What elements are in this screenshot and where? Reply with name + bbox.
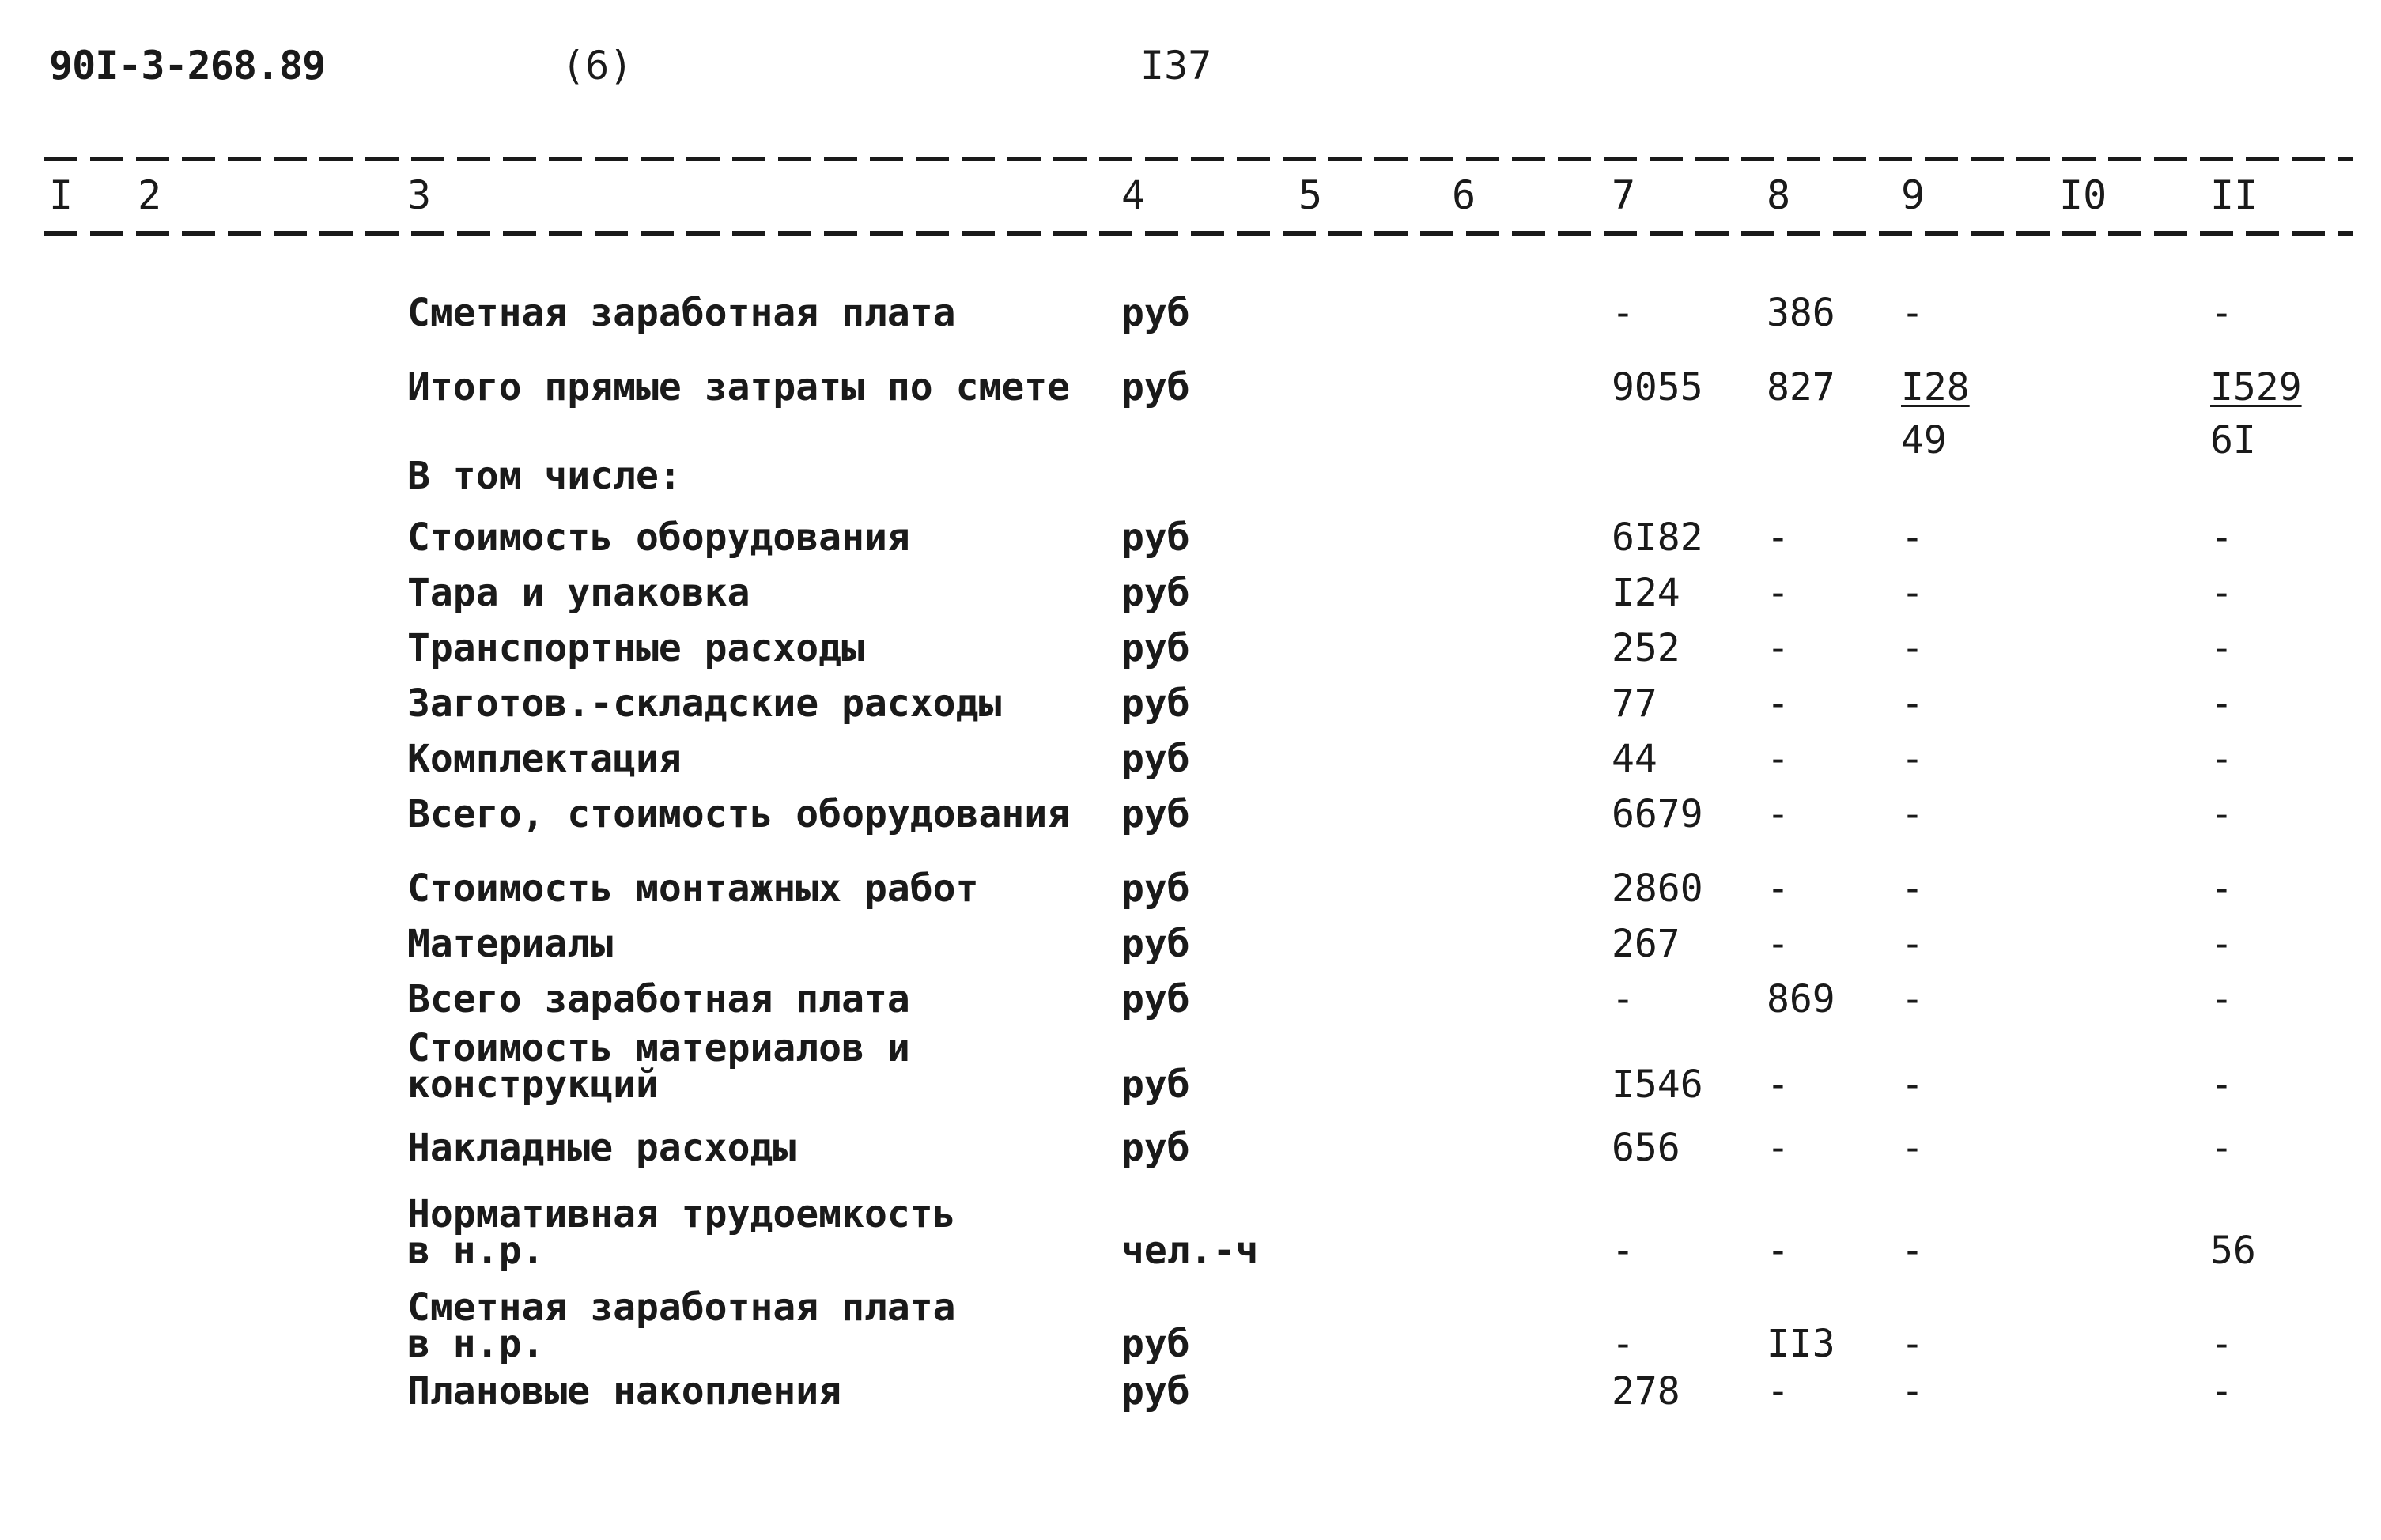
row-unit: руб — [1121, 977, 1190, 1021]
table-row — [0, 278, 2381, 342]
row-col8: - — [1767, 1229, 1790, 1273]
row-unit: чел.-ч — [1121, 1229, 1259, 1273]
table-row — [0, 1285, 2381, 1366]
row-col9: - — [1901, 626, 1924, 670]
column-number: 8 — [1767, 172, 1791, 218]
row-name: Итого прямые затраты по смете — [407, 365, 1071, 410]
row-col9: - — [1901, 515, 1924, 560]
column-number: 2 — [138, 172, 162, 218]
row-col11-denominator: 6I — [2210, 418, 2256, 462]
row-col9: - — [1901, 922, 1924, 966]
row-unit: руб — [1121, 291, 1190, 335]
row-col9: - — [1901, 1369, 1924, 1414]
row-name: Комплектация — [407, 737, 682, 781]
row-col9: - — [1901, 571, 1924, 615]
row-col8: 869 — [1767, 977, 1835, 1021]
row-col9: - — [1901, 291, 1924, 335]
row-col8: - — [1767, 792, 1790, 836]
row-col11: - — [2210, 922, 2233, 966]
row-name: Всего, стоимость оборудования — [407, 792, 1071, 836]
row-col11-numerator: I529 — [2210, 365, 2302, 410]
table-row — [0, 1357, 2381, 1420]
row-unit: руб — [1121, 792, 1190, 836]
row-name-line2: конструкций — [407, 1063, 659, 1107]
row-col9: - — [1901, 1126, 1924, 1170]
table-row — [0, 724, 2381, 787]
row-name: Стоимость оборудования — [407, 515, 910, 560]
table-row — [0, 964, 2381, 1028]
table-row — [0, 558, 2381, 621]
row-unit: руб — [1121, 1369, 1190, 1414]
row-col7: - — [1612, 1229, 1635, 1273]
row-col7: - — [1612, 1322, 1635, 1366]
row-col11: - — [2210, 792, 2233, 836]
row-name: Транспортные расходы — [407, 626, 864, 670]
column-number: 3 — [407, 172, 432, 218]
row-col7: 44 — [1612, 737, 1657, 781]
row-col8: 386 — [1767, 291, 1835, 335]
row-col11: - — [2210, 571, 2233, 615]
row-col8: - — [1767, 626, 1790, 670]
row-col11: - — [2210, 1126, 2233, 1170]
row-name: Материалы — [407, 922, 614, 966]
row-col11: - — [2210, 977, 2233, 1021]
row-col8: - — [1767, 1063, 1790, 1107]
row-name-line1: Сметная заработная плата — [407, 1285, 956, 1330]
row-col9: - — [1901, 977, 1924, 1021]
column-number: II — [2210, 172, 2258, 218]
row-col7: 267 — [1612, 922, 1680, 966]
row-col8: - — [1767, 737, 1790, 781]
row-unit: руб — [1121, 365, 1190, 410]
row-col11: - — [2210, 866, 2233, 911]
row-col9-numerator: I28 — [1901, 365, 1970, 410]
page-number: I37 — [1140, 43, 1212, 89]
row-col11: - — [2210, 681, 2233, 726]
row-name: Стоимость монтажных работ — [407, 866, 979, 911]
table-row — [0, 779, 2381, 843]
row-col11: - — [2210, 1063, 2233, 1107]
column-number: 6 — [1452, 172, 1476, 218]
row-col11: 56 — [2210, 1229, 2256, 1273]
row-col7: 2860 — [1612, 866, 1703, 911]
row-name: Заготов.-складские расходы — [407, 681, 1002, 726]
row-col9: - — [1901, 737, 1924, 781]
row-col9: - — [1901, 866, 1924, 911]
row-name: Плановые накопления — [407, 1369, 842, 1414]
row-unit: руб — [1121, 737, 1190, 781]
row-col11: - — [2210, 626, 2233, 670]
row-name-line1: Стоимость материалов и — [407, 1026, 910, 1070]
table-header-rule — [44, 231, 2353, 236]
subheading: В том числе: — [407, 454, 682, 498]
table-row — [0, 669, 2381, 732]
row-col7: 9055 — [1612, 365, 1703, 410]
row-col11: - — [2210, 1369, 2233, 1414]
row-col8: - — [1767, 681, 1790, 726]
table-row — [0, 1113, 2381, 1176]
table-row — [0, 1192, 2381, 1273]
column-number: 5 — [1298, 172, 1323, 218]
row-col9: - — [1901, 792, 1924, 836]
row-unit: руб — [1121, 571, 1190, 615]
row-col9: - — [1901, 1322, 1924, 1366]
row-col7: I546 — [1612, 1063, 1703, 1107]
table-row — [0, 1026, 2381, 1107]
column-number: 7 — [1612, 172, 1636, 218]
row-name: Тара и упаковка — [407, 571, 750, 615]
row-unit: руб — [1121, 626, 1190, 670]
row-col8: - — [1767, 1126, 1790, 1170]
table-row — [0, 854, 2381, 917]
row-col11: - — [2210, 737, 2233, 781]
row-col7: - — [1612, 977, 1635, 1021]
row-col8: 827 — [1767, 365, 1835, 410]
row-unit: руб — [1121, 866, 1190, 911]
row-col7: 6I82 — [1612, 515, 1703, 560]
row-col7: 278 — [1612, 1369, 1680, 1414]
row-unit: руб — [1121, 1063, 1190, 1107]
row-col11: - — [2210, 291, 2233, 335]
column-number: 4 — [1121, 172, 1146, 218]
row-col9: - — [1901, 1229, 1924, 1273]
document-code: 90I-3-268.89 — [49, 43, 326, 89]
table-row — [0, 613, 2381, 677]
table-row — [0, 503, 2381, 566]
row-unit: руб — [1121, 681, 1190, 726]
row-unit: руб — [1121, 1126, 1190, 1170]
sheet-number: (6) — [561, 43, 633, 89]
row-col7: 656 — [1612, 1126, 1680, 1170]
row-col8: - — [1767, 1369, 1790, 1414]
row-col11: - — [2210, 1322, 2233, 1366]
row-unit: руб — [1121, 922, 1190, 966]
row-unit: руб — [1121, 515, 1190, 560]
column-number: I0 — [2059, 172, 2107, 218]
row-col7: I24 — [1612, 571, 1680, 615]
row-col9-denominator: 49 — [1901, 418, 1947, 462]
row-name: Накладные расходы — [407, 1126, 796, 1170]
table-top-rule — [44, 157, 2353, 161]
row-col7: 6679 — [1612, 792, 1703, 836]
row-name: Сметная заработная плата — [407, 291, 956, 335]
row-col8: - — [1767, 866, 1790, 911]
column-number: 9 — [1901, 172, 1926, 218]
column-number: I — [49, 172, 74, 218]
row-col8: II3 — [1767, 1322, 1835, 1366]
row-name-line2: в н.р. — [407, 1322, 545, 1366]
table-row — [0, 353, 2381, 462]
row-col8: - — [1767, 922, 1790, 966]
row-name-line2: в н.р. — [407, 1229, 545, 1273]
row-col7: 77 — [1612, 681, 1657, 726]
row-unit: руб — [1121, 1322, 1190, 1366]
row-col7: 252 — [1612, 626, 1680, 670]
row-col7: - — [1612, 291, 1635, 335]
row-name-line1: Нормативная трудоемкость — [407, 1192, 956, 1236]
row-name: Всего заработная плата — [407, 977, 910, 1021]
table-row — [0, 909, 2381, 972]
row-col8: - — [1767, 515, 1790, 560]
row-col9: - — [1901, 681, 1924, 726]
row-col11: - — [2210, 515, 2233, 560]
row-col9: - — [1901, 1063, 1924, 1107]
row-col8: - — [1767, 571, 1790, 615]
